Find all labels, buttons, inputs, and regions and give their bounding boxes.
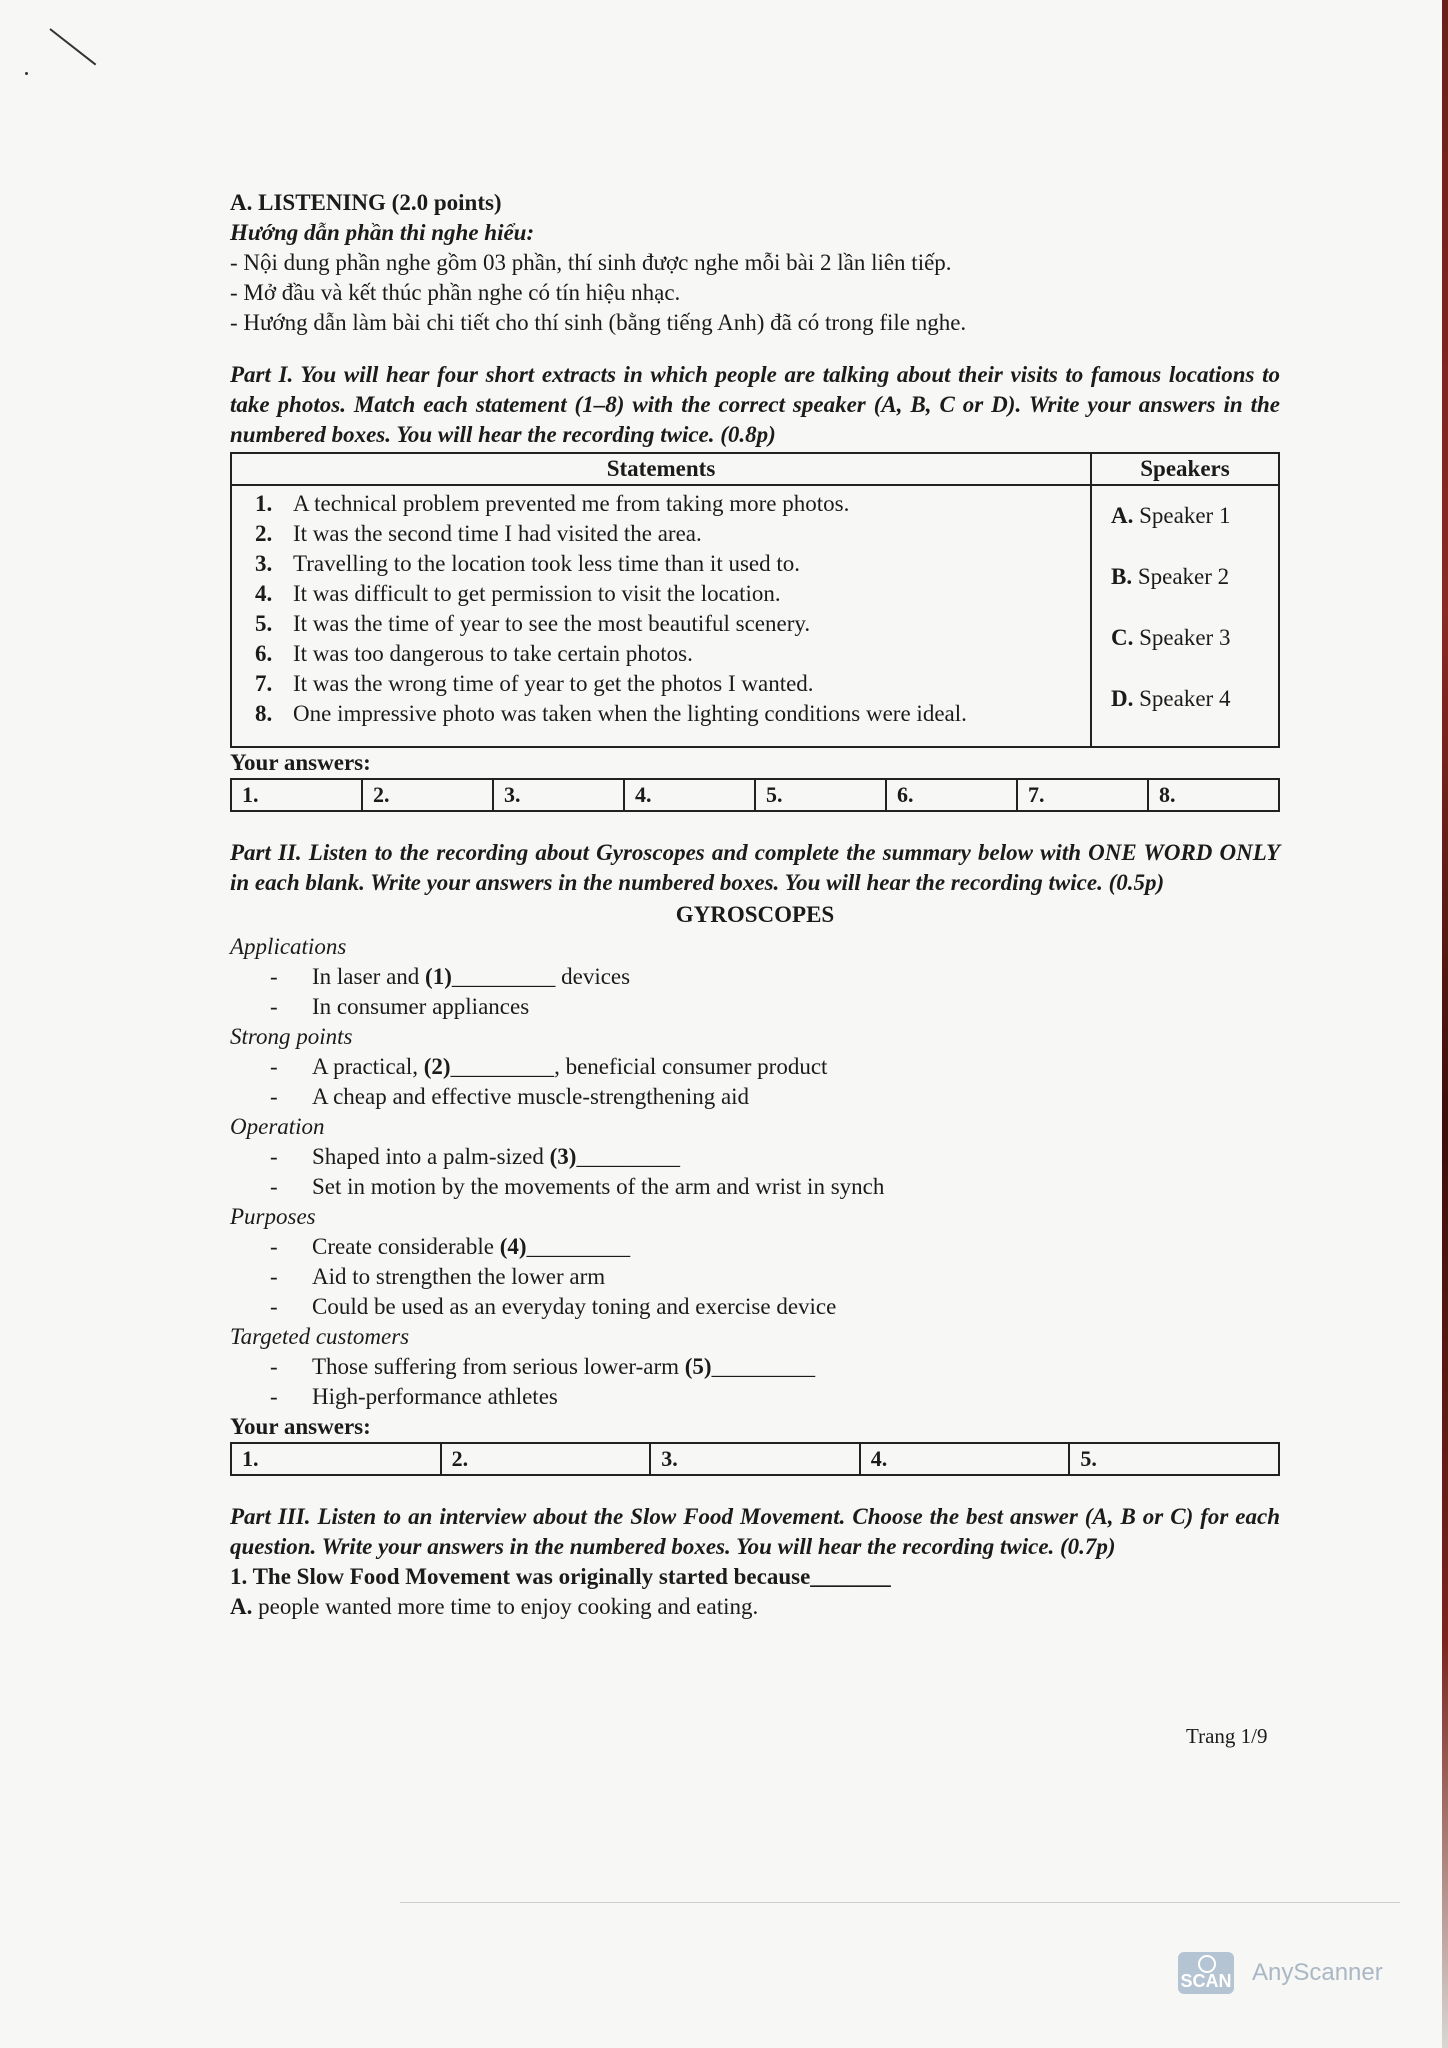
statement-row [255,579,1089,609]
guide-title: Hướng dẫn phần thi nghe hiểu: [230,220,535,245]
part2-answers-label: Your answers: [230,1414,371,1439]
answer-box[interactable]: 7. [1017,779,1148,811]
statement-row [255,519,1089,549]
statement-text: It was the second time I had visited the area. [293,521,702,546]
statement-row [255,609,1089,639]
section-title: A. LISTENING (2.0 points) [230,190,502,215]
statement-row [255,549,1089,579]
part2-instruction: Part II. Listen to the recording about Gyroscopes and complete the summary below with ONE WORD ONLY in each blank. Write your answers in the numbered boxes. You will hear the recording twice. (0.5p) [230,840,1280,895]
statement-number: 4. [255,581,273,606]
blank-5[interactable]: _________ [711,1354,816,1379]
statement-text: Travelling to the location took less time than it used to. [293,551,801,576]
list-item: - High-performance athletes [270,1384,558,1409]
answer-box[interactable]: 3. [493,779,624,811]
guide-line: - Hướng dẫn làm bài chi tiết cho thí sinh (bằng tiếng Anh) đã có trong file nghe. [230,310,967,335]
statement-text: One impressive photo was taken when the lighting conditions were ideal. [293,701,967,726]
answer-box[interactable]: 2. [441,1443,651,1475]
category-applications: Applications [230,934,347,959]
statement-text: It was too dangerous to take certain photos. [293,641,693,666]
answer-box[interactable]: 5. [1069,1443,1279,1475]
statement-row [255,489,1089,519]
gyroscopes-heading: GYROSCOPES [675,902,835,927]
category-targeted-customers: Targeted customers [230,1324,410,1349]
statement-row [255,639,1089,669]
answer-box[interactable]: 2. [362,779,493,811]
list-item: - Shaped into a palm-sized (3)_________ [270,1144,680,1169]
scan-dot [25,72,28,75]
scanner-watermark [1178,1952,1383,1994]
statements-list [233,487,1089,731]
part1-answer-boxes [230,778,1280,812]
blank-3[interactable]: _________ [576,1144,680,1169]
answer-box[interactable]: 8. [1148,779,1279,811]
speaker-letter: B. [1111,564,1133,589]
part3-instruction: Part III. Listen to an interview about the Slow Food Movement. Choose the best answer (A, B or C) for each question. Write your answers in the numbered boxes. You will hear the recording twice. (0.7p) [230,1504,1280,1559]
speaker-letter: D. [1111,686,1134,711]
answer-box[interactable]: 4. [860,1443,1070,1475]
list-item: - Aid to strengthen the lower arm [270,1264,606,1289]
list-item: - In consumer appliances [270,994,530,1019]
part1-instruction: Part I. You will hear four short extracts in which people are talking about their visits to famous locations to take photos. Match each statement (1–8) with the correct speaker (A, B, C or D). Write your answers in the numbered boxes. You will hear the recording twice. (0.8p) [230,362,1280,447]
statement-number: 7. [255,671,273,696]
list-item: - In laser and (1)_________ devices [270,964,631,989]
list-item: - A cheap and effective muscle-strengthening aid [270,1084,750,1109]
statement-text: It was the wrong time of year to get the photos I wanted. [293,671,814,696]
category-purposes: Purposes [230,1204,316,1229]
speaker-name: Speaker 3 [1139,625,1231,650]
speaker-option [1111,623,1277,684]
speaker-name: Speaker 4 [1139,686,1231,711]
speaker-option [1111,562,1277,623]
list-item: - A practical, (2)_________, beneficial consumer product [270,1054,828,1079]
statement-number: 5. [255,611,273,636]
speaker-name: Speaker 1 [1139,503,1231,528]
answer-box[interactable]: 3. [650,1443,860,1475]
question-1-option-a[interactable]: A. people wanted more time to enjoy cooking and eating. [230,1594,759,1619]
speakers-cell [1091,485,1279,747]
speakers-list [1093,487,1277,745]
statements-cell [231,485,1091,747]
exam-page [230,188,1280,1622]
answer-box[interactable]: 1. [231,779,362,811]
statements-header: Statements [231,453,1091,485]
blank-4[interactable]: _________ [526,1234,631,1259]
statement-text: It was difficult to get permission to visit the location. [293,581,781,606]
scanner-name: AnyScanner [1252,1959,1383,1986]
answer-box[interactable]: 4. [624,779,755,811]
speakers-header: Speakers [1091,453,1279,485]
answer-box[interactable]: 6. [886,779,1017,811]
page-number: Trang 1/9 [1186,1724,1268,1748]
answer-box[interactable]: 5. [755,779,886,811]
part2-answer-boxes [230,1442,1280,1476]
blank-2[interactable]: _________ [450,1054,555,1079]
answer-box[interactable]: 1. [231,1443,441,1475]
scan-stray-mark [49,28,96,65]
statements-table [230,452,1280,748]
list-item: - Create considerable (4)_________ [270,1234,631,1259]
guide-line: - Mở đầu và kết thúc phần nghe có tín hiệu nhạc. [230,280,681,305]
list-item: - Set in motion by the movements of the arm and wrist in synch [270,1174,885,1199]
speaker-name: Speaker 2 [1137,564,1230,589]
statement-number: 2. [255,521,273,546]
scan-logo-icon: SCAN [1178,1952,1234,1994]
speaker-letter: A. [1111,503,1134,528]
statement-row [255,699,1089,729]
category-operation: Operation [230,1114,325,1139]
list-item: - Could be used as an everyday toning and exercise device [270,1294,837,1319]
scan-edge-strip [1442,0,1448,2048]
guide-line: - Nội dung phần nghe gồm 03 phần, thí sinh được nghe mỗi bài 2 lần liên tiếp. [230,250,952,275]
statement-number: 3. [255,551,273,576]
speaker-option [1111,684,1277,745]
statement-row [255,669,1089,699]
statement-number: 8. [255,701,273,726]
speaker-letter: C. [1111,625,1134,650]
statement-text: It was the time of year to see the most beautiful scenery. [293,611,811,636]
statement-text: A technical problem prevented me from taking more photos. [293,491,850,516]
list-item: - Those suffering from serious lower-arm (5)_________ [270,1354,816,1379]
speaker-option [1111,501,1277,562]
blank-1[interactable]: _________ [451,964,556,989]
category-strong-points: Strong points [230,1024,353,1049]
part1-answers-label: Your answers: [230,750,371,775]
statement-number: 6. [255,641,273,666]
scan-fold-line [400,1902,1400,1903]
question-1: 1. The Slow Food Movement was originally started because_______ [230,1564,891,1589]
statement-number: 1. [255,491,273,516]
